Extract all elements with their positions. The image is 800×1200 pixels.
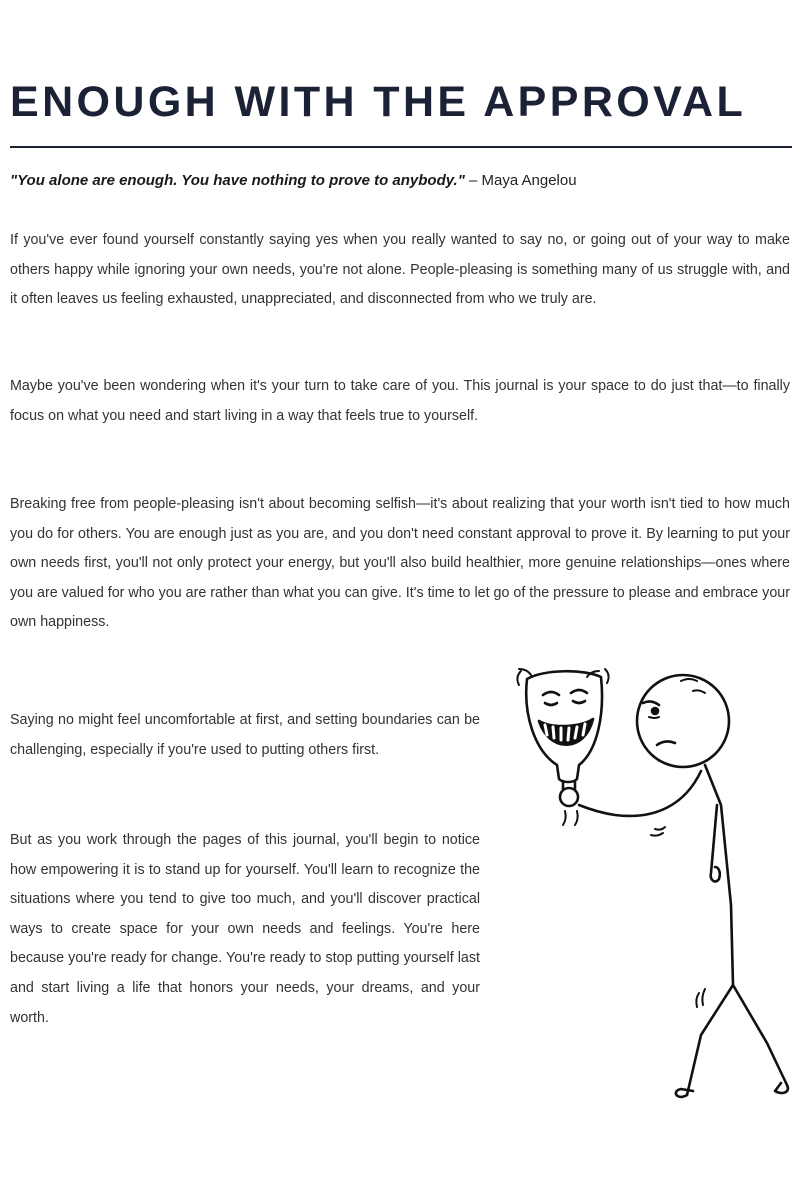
- epigraph-attribution: – Maya Angelou: [464, 172, 577, 189]
- title-divider: [10, 146, 792, 148]
- body-paragraph-4: Saying no might feel uncomfortable at first, and setting boundaries can be challenging, especially if you're used to putting others first.: [10, 712, 480, 758]
- body-paragraph-1: If you've ever found yourself constantly saying yes when you really wanted to say no, or going out of your way to make others happy while ignoring your own needs, you're not alone. People-pleasing is something many of us struggle with, and it often leaves us feeling exhausted, unappreciated, and disconnected from who we truly are.: [10, 232, 790, 308]
- body-paragraph-3: Breaking free from people-pleasing isn't about becoming selfish—it's about realizing that your worth isn't tied to how much you do for others. You are enough just as you are, and you don't need constant approval to prove it. By learning to put your own needs first, you'll not only protect your energy, but you'll also build healthier, more genuine relationships—ones where you are valued for who you are rather than what you can give. It's time to let go of the pressure to please and embrace your own happiness.: [10, 496, 790, 631]
- body-paragraph-2: Maybe you've been wondering when it's your turn to take care of you. This journal is your space to do just that—to finally focus on what you need and start living in a way that feels true to yourself.: [10, 378, 790, 424]
- epigraph: [10, 172, 577, 189]
- body-paragraph-5: But as you work through the pages of this journal, you'll begin to notice how empowering it is to stand up for yourself. You'll learn to recognize the situations where you tend to give too much, and you'll discover practical ways to create space for your own needs and feelings. You're here because you're ready for change. You're ready to stop putting yourself last and start living a life that honors your needs, your dreams, and your worth.: [10, 832, 480, 1026]
- epigraph-quote: "You alone are enough. You have nothing to prove to anybody.": [10, 172, 465, 189]
- page-title: ENOUGH WITH THE APPROVAL: [10, 78, 747, 126]
- smiling-mask: [517, 669, 608, 782]
- stick-figure-holding-smiling-mask-icon: [505, 655, 795, 1105]
